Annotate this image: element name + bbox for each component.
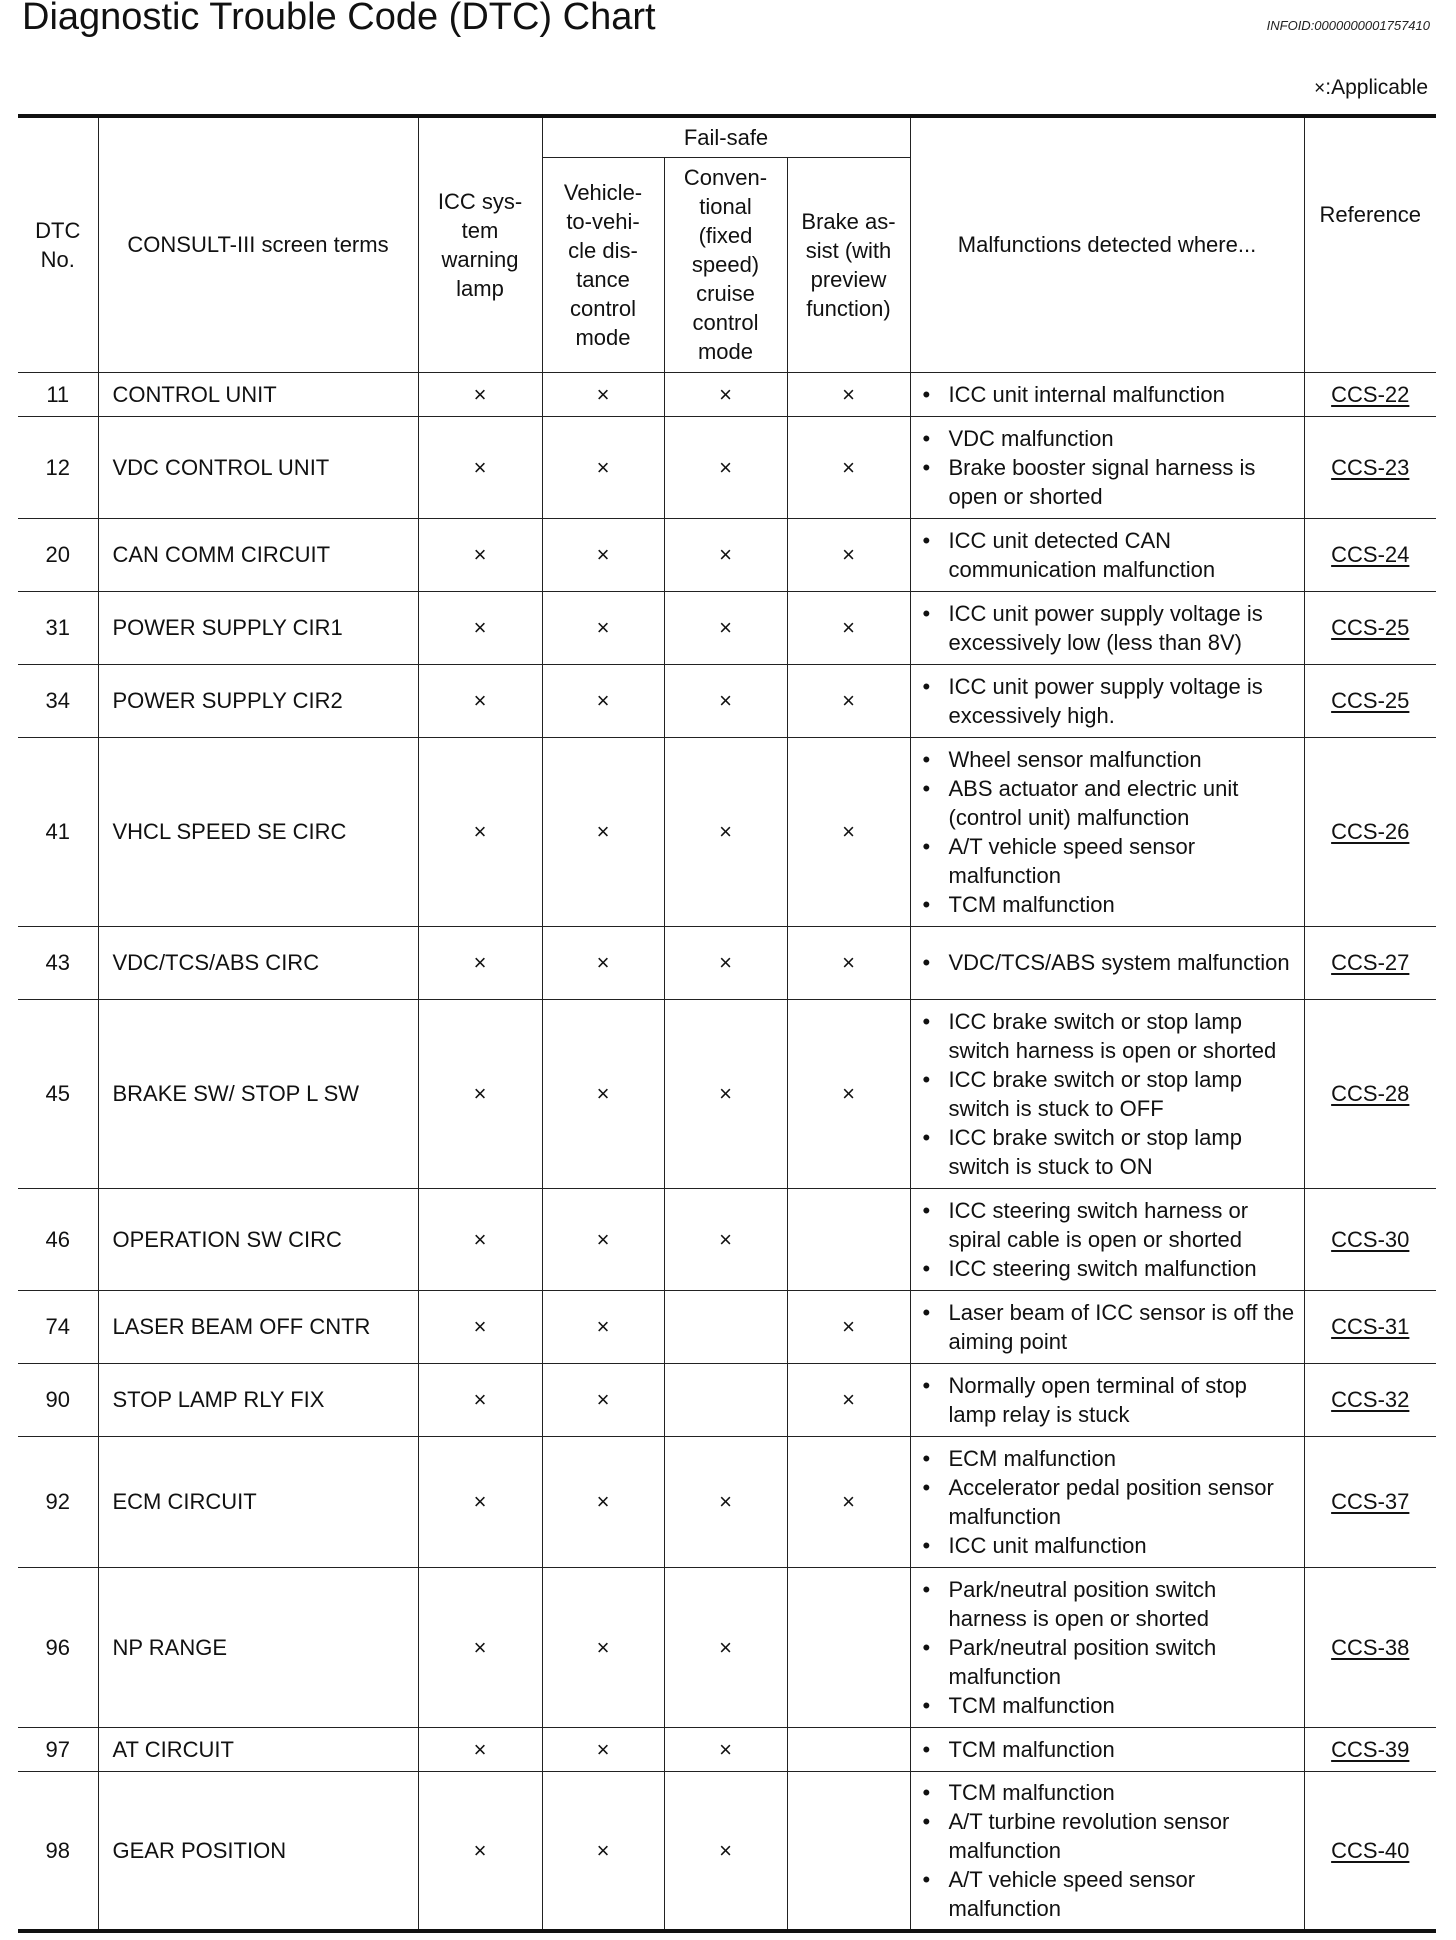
page-title: Diagnostic Trouble Code (DTC) Chart [22,0,656,38]
applicable-mark-vd: × [542,416,664,518]
table-row [18,1290,1436,1363]
applicable-mark-vd: × [542,518,664,591]
applicable-mark-icc: × [418,518,542,591]
malfunction-item: • Laser beam of ICC sensor is off the aiming point [921,1298,1298,1356]
reference-cell [1304,1436,1436,1567]
reference-link[interactable]: CCS-22 [1331,381,1410,407]
malfunction-item: • ECM malfunction [921,1444,1298,1473]
applicable-mark-icc: × [418,372,542,416]
applicable-mark-brake [787,1727,910,1771]
legend-symbol: × [1314,78,1326,99]
consult-term: CONTROL UNIT [98,372,418,416]
applicable-mark-brake [787,1188,910,1290]
table-row [18,1363,1436,1436]
malfunction-item: • TCM malfunction [921,1735,1298,1764]
malfunction-item: • Normally open terminal of stop lamp relay is stuck [921,1371,1298,1429]
dtc-number: 43 [18,926,98,999]
dtc-number: 74 [18,1290,98,1363]
consult-term: BRAKE SW/ STOP L SW [98,999,418,1188]
applicable-mark-brake: × [787,372,910,416]
malfunctions-cell [910,926,1304,999]
malfunction-item: • TCM malfunction [921,1691,1298,1720]
applicable-mark-brake: × [787,1290,910,1363]
reference-link[interactable]: CCS-31 [1331,1314,1410,1339]
consult-term: NP RANGE [98,1567,418,1727]
table-row [18,926,1436,999]
reference-link[interactable]: CCS-28 [1331,1081,1410,1106]
applicable-mark-conv: × [664,1188,787,1290]
reference-link[interactable]: CCS-25 [1331,688,1410,713]
malfunctions-cell [910,999,1304,1188]
malfunction-item: • Park/neutral position switch malfunction [921,1633,1298,1691]
malfunctions-cell [910,518,1304,591]
consult-term: ECM CIRCUIT [98,1436,418,1567]
dtc-number: 97 [18,1727,98,1771]
malfunction-list [921,745,1298,919]
reference-cell [1304,591,1436,664]
applicable-mark-icc: × [418,1436,542,1567]
malfunctions-cell [910,1771,1304,1931]
header-vehicle-distance-mode: Vehicle- to-vehi- cle dis- tance control mode [542,157,664,372]
table-row [18,999,1436,1188]
malfunction-item: • Brake booster signal harness is open or shorted [921,453,1298,511]
applicable-mark-icc: × [418,1567,542,1727]
applicable-mark-vd: × [542,372,664,416]
malfunction-list [921,1007,1298,1181]
applicable-mark-brake: × [787,664,910,737]
malfunction-list [921,380,1298,409]
dtc-number: 12 [18,416,98,518]
dtc-number: 20 [18,518,98,591]
applicable-mark-icc: × [418,664,542,737]
malfunction-list [921,1298,1298,1356]
reference-link[interactable]: CCS-32 [1331,1387,1410,1412]
dtc-number: 11 [18,372,98,416]
reference-link[interactable]: CCS-38 [1331,1634,1410,1660]
reference-link[interactable]: CCS-40 [1331,1837,1410,1863]
dtc-number: 96 [18,1567,98,1727]
header-consult-terms: CONSULT-III screen terms [98,116,418,372]
applicable-mark-icc: × [418,591,542,664]
malfunction-item: • ICC steering switch malfunction [921,1254,1298,1283]
applicable-mark-conv: × [664,1567,787,1727]
reference-cell [1304,1771,1436,1931]
dtc-number: 45 [18,999,98,1188]
malfunctions-cell [910,1188,1304,1290]
malfunction-item: • Wheel sensor malfunction [921,745,1298,774]
applicable-mark-vd: × [542,1567,664,1727]
applicable-mark-conv: × [664,1436,787,1567]
applicable-mark-conv: × [664,999,787,1188]
dtc-number: 41 [18,737,98,926]
consult-term: GEAR POSITION [98,1771,418,1931]
legend [1314,76,1428,100]
malfunctions-cell [910,737,1304,926]
applicable-mark-vd: × [542,664,664,737]
reference-link[interactable]: CCS-23 [1331,454,1410,480]
consult-term: POWER SUPPLY CIR1 [98,591,418,664]
malfunction-list [921,672,1298,730]
malfunction-item: • ICC brake switch or stop lamp switch harness is open or shorted [921,1007,1298,1065]
malfunction-list [921,948,1298,977]
table-row [18,591,1436,664]
header-reference: Reference [1304,116,1436,372]
table-row [18,416,1436,518]
applicable-mark-conv: × [664,737,787,926]
applicable-mark-brake: × [787,518,910,591]
reference-link[interactable]: CCS-39 [1331,1736,1410,1762]
header-brake-assist: Brake as- sist (with preview function) [787,157,910,372]
reference-cell [1304,926,1436,999]
malfunction-item: • ICC brake switch or stop lamp switch is stuck to ON [921,1123,1298,1181]
malfunction-list [921,526,1298,584]
applicable-mark-icc: × [418,926,542,999]
malfunction-item: • ICC unit power supply voltage is excessively high. [921,672,1298,730]
applicable-mark-vd: × [542,999,664,1188]
consult-term: VHCL SPEED SE CIRC [98,737,418,926]
malfunction-list [921,1778,1298,1923]
applicable-mark-conv: × [664,416,787,518]
applicable-mark-brake: × [787,1436,910,1567]
applicable-mark-vd: × [542,1290,664,1363]
table-row [18,1727,1436,1771]
applicable-mark-vd: × [542,1436,664,1567]
applicable-mark-vd: × [542,1188,664,1290]
dtc-table [18,114,1436,1933]
malfunction-item: • ICC brake switch or stop lamp switch is stuck to OFF [921,1065,1298,1123]
malfunctions-cell [910,372,1304,416]
reference-cell [1304,518,1436,591]
reference-link[interactable]: CCS-25 [1331,615,1410,640]
consult-term: LASER BEAM OFF CNTR [98,1290,418,1363]
consult-term: POWER SUPPLY CIR2 [98,664,418,737]
reference-cell [1304,664,1436,737]
applicable-mark-icc: × [418,737,542,926]
applicable-mark-brake: × [787,416,910,518]
malfunctions-cell [910,1567,1304,1727]
malfunction-item: • Accelerator pedal position sensor malfunction [921,1473,1298,1531]
applicable-mark-conv: × [664,518,787,591]
dtc-number: 31 [18,591,98,664]
reference-link[interactable]: CCS-24 [1331,542,1410,567]
malfunction-list [921,1196,1298,1283]
malfunction-list [921,599,1298,657]
malfunction-item: • ICC unit internal malfunction [921,380,1298,409]
applicable-mark-brake [787,1771,910,1931]
reference-cell [1304,372,1436,416]
applicable-mark-icc: × [418,1727,542,1771]
legend-label: :Applicable [1325,76,1428,99]
applicable-mark-vd: × [542,926,664,999]
dtc-number: 34 [18,664,98,737]
dtc-number: 46 [18,1188,98,1290]
table-row [18,1771,1436,1931]
applicable-mark-brake: × [787,591,910,664]
table-row [18,1567,1436,1727]
malfunction-list [921,1735,1298,1764]
malfunction-item: • ICC unit detected CAN communication malfunction [921,526,1298,584]
table-row [18,518,1436,591]
applicable-mark-vd: × [542,1363,664,1436]
reference-link[interactable]: CCS-37 [1331,1489,1410,1514]
reference-cell [1304,1727,1436,1771]
malfunction-item: • A/T vehicle speed sensor malfunction [921,1865,1298,1923]
applicable-mark-icc: × [418,1771,542,1931]
consult-term: VDC/TCS/ABS CIRC [98,926,418,999]
reference-cell [1304,1188,1436,1290]
malfunction-list [921,1371,1298,1429]
dtc-number: 98 [18,1771,98,1931]
applicable-mark-conv [664,1363,787,1436]
malfunction-item: • VDC malfunction [921,424,1298,453]
consult-term: OPERATION SW CIRC [98,1188,418,1290]
malfunctions-cell [910,1363,1304,1436]
applicable-mark-icc: × [418,1290,542,1363]
consult-term: VDC CONTROL UNIT [98,416,418,518]
applicable-mark-vd: × [542,1727,664,1771]
consult-term: AT CIRCUIT [98,1727,418,1771]
reference-cell [1304,999,1436,1188]
header-fail-safe: Fail-safe [542,116,910,157]
header-dtc-no: DTC No. [18,116,98,372]
info-id: INFOID:0000000001757410 [1266,18,1430,33]
header-icc-warning-lamp: ICC sys- tem warning lamp [418,116,542,372]
malfunction-item: • Park/neutral position switch harness is open or shorted [921,1575,1298,1633]
applicable-mark-brake [787,1567,910,1727]
malfunction-item: • A/T vehicle speed sensor malfunction [921,832,1298,890]
reference-cell [1304,416,1436,518]
applicable-mark-icc: × [418,999,542,1188]
malfunction-item: • ABS actuator and electric unit (control unit) malfunction [921,774,1298,832]
malfunction-item: • ICC unit power supply voltage is excessively low (less than 8V) [921,599,1298,657]
applicable-mark-brake: × [787,926,910,999]
malfunctions-cell [910,591,1304,664]
malfunctions-cell [910,1436,1304,1567]
applicable-mark-conv: × [664,591,787,664]
applicable-mark-conv: × [664,372,787,416]
consult-term: STOP LAMP RLY FIX [98,1363,418,1436]
applicable-mark-brake: × [787,1363,910,1436]
malfunction-item: • ICC unit malfunction [921,1531,1298,1560]
applicable-mark-conv: × [664,664,787,737]
malfunction-item: • A/T turbine revolution sensor malfunction [921,1807,1298,1865]
applicable-mark-conv [664,1290,787,1363]
malfunctions-cell [910,416,1304,518]
header-conventional-cruise-mode: Conven- tional (fixed speed) cruise control mode [664,157,787,372]
table-row [18,1436,1436,1567]
applicable-mark-conv: × [664,1771,787,1931]
applicable-mark-icc: × [418,1363,542,1436]
applicable-mark-icc: × [418,416,542,518]
applicable-mark-conv: × [664,926,787,999]
applicable-mark-vd: × [542,737,664,926]
reference-link[interactable]: CCS-27 [1331,950,1410,975]
reference-cell [1304,1290,1436,1363]
applicable-mark-brake: × [787,999,910,1188]
reference-cell [1304,1363,1436,1436]
malfunction-list [921,1575,1298,1720]
dtc-number: 92 [18,1436,98,1567]
table-row [18,664,1436,737]
malfunction-item: • ICC steering switch harness or spiral cable is open or shorted [921,1196,1298,1254]
reference-link[interactable]: CCS-26 [1331,819,1410,844]
applicable-mark-brake: × [787,737,910,926]
malfunctions-cell [910,664,1304,737]
table-row [18,1188,1436,1290]
dtc-table-body [18,372,1436,1931]
malfunction-list [921,424,1298,511]
reference-cell [1304,737,1436,926]
reference-link[interactable]: CCS-30 [1331,1226,1410,1252]
applicable-mark-conv: × [664,1727,787,1771]
malfunction-item: • TCM malfunction [921,1778,1298,1807]
applicable-mark-icc: × [418,1188,542,1290]
malfunction-list [921,1444,1298,1560]
dtc-number: 90 [18,1363,98,1436]
table-row [18,737,1436,926]
table-row [18,372,1436,416]
header-malfunctions: Malfunctions detected where... [910,116,1304,372]
consult-term: CAN COMM CIRCUIT [98,518,418,591]
malfunctions-cell [910,1727,1304,1771]
applicable-mark-vd: × [542,1771,664,1931]
malfunction-item: • TCM malfunction [921,890,1298,919]
malfunction-item: • VDC/TCS/ABS system malfunction [921,948,1298,977]
malfunctions-cell [910,1290,1304,1363]
reference-cell [1304,1567,1436,1727]
applicable-mark-vd: × [542,591,664,664]
